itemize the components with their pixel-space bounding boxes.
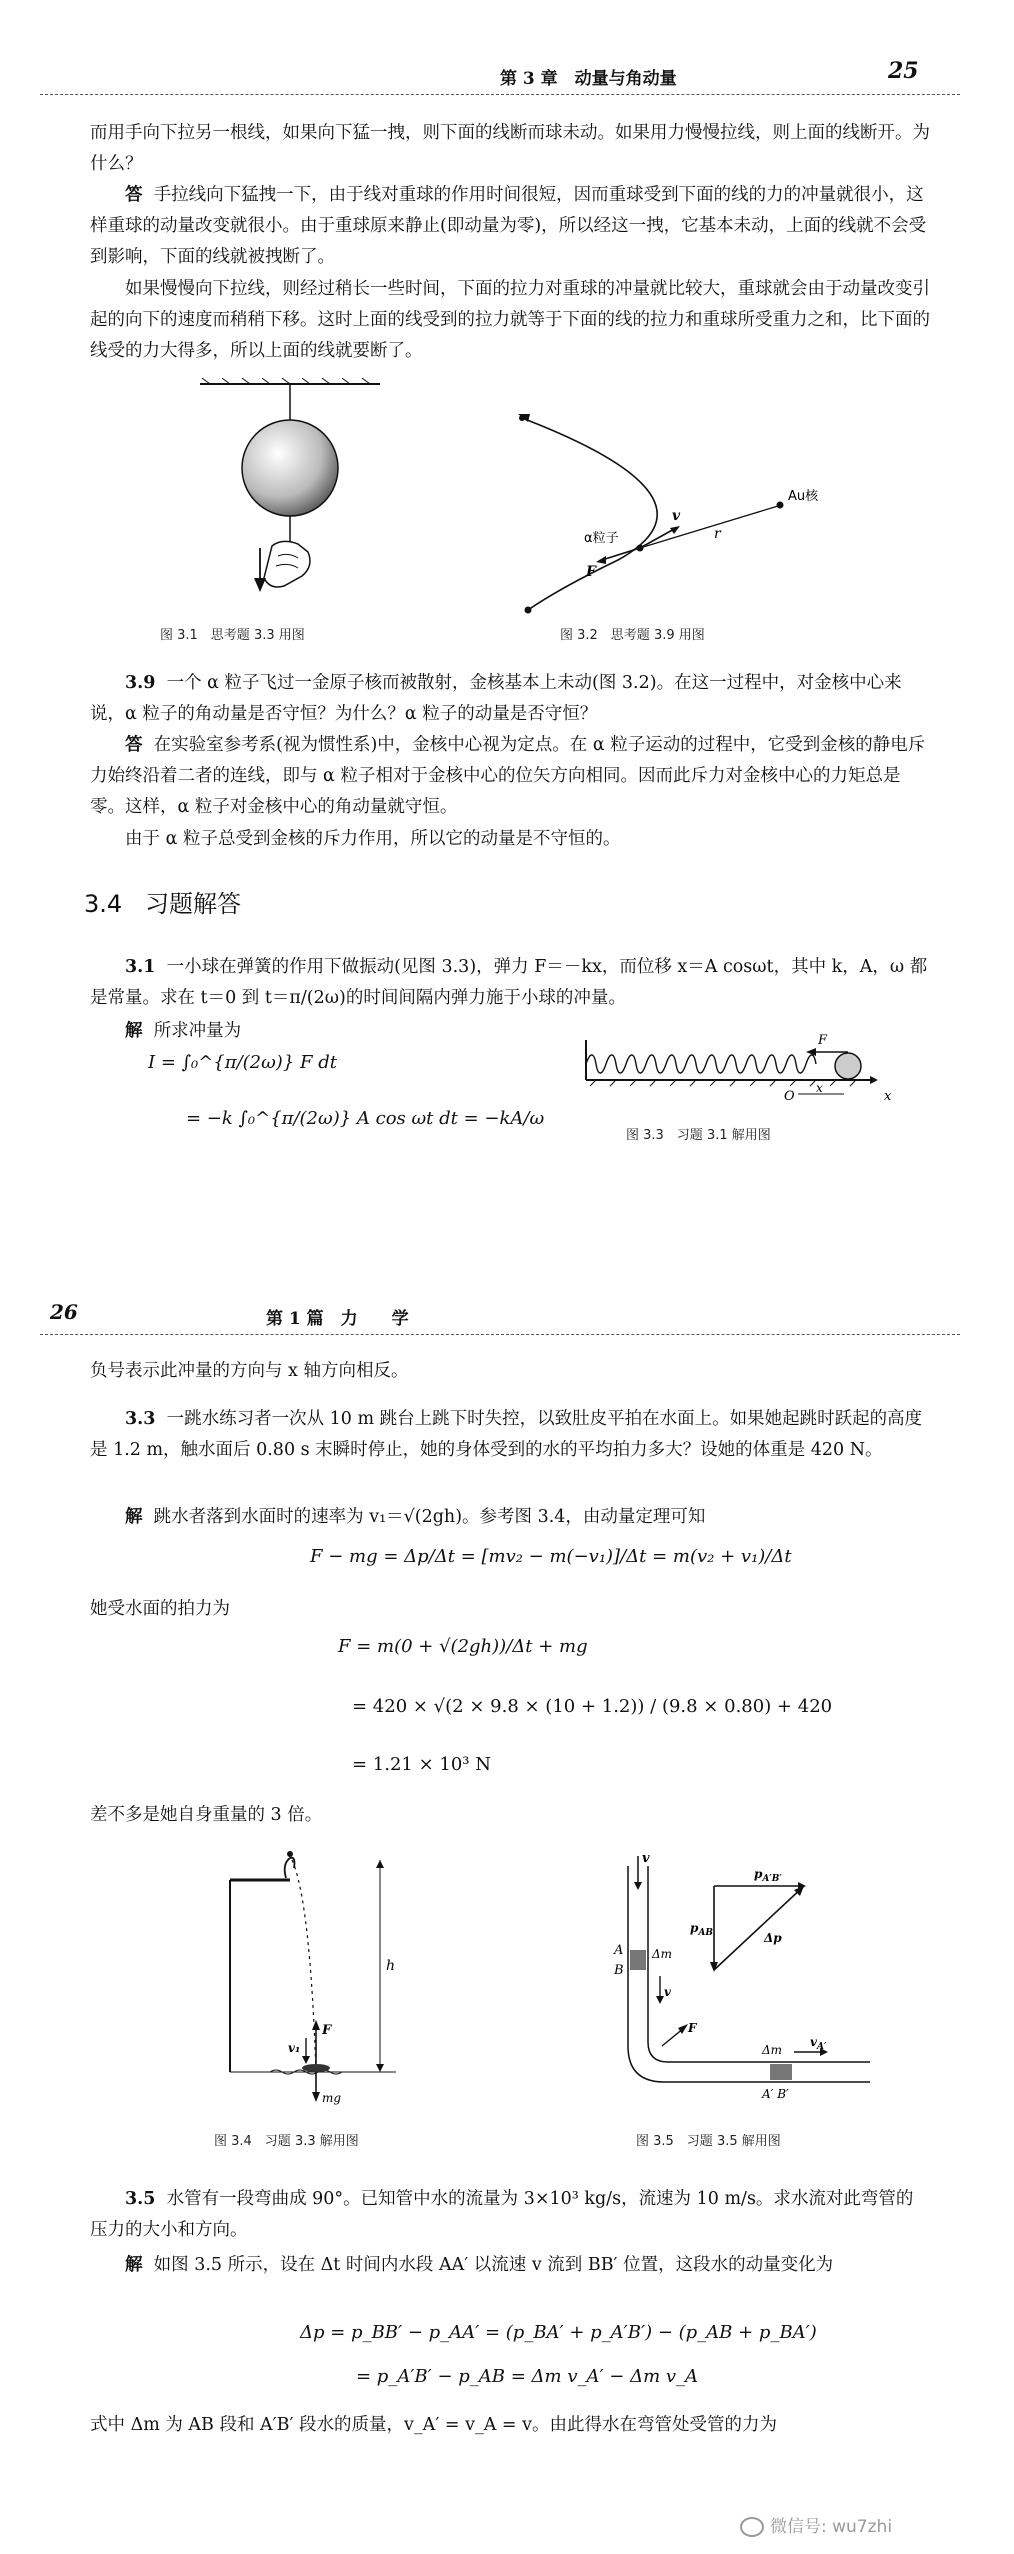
f-label: F [818,1033,828,1048]
page-number: 25 [888,58,919,84]
p33-equation-3: = 420 × √(2 × 9.8 × (10 + 1.2)) / (9.8 × 0.80) + 420 [352,1696,833,1717]
water-segment-a1b1 [770,2064,792,2080]
vab-label: v [664,1985,671,1999]
p31-number: 3.1 [125,957,156,977]
p35-number: 3.5 [125,2189,156,2209]
fig32-caption: 图 3.2 思考题 3.9 用图 [560,628,705,643]
velocity-vector [640,528,676,548]
solution-label: 解 [125,1021,143,1041]
figure-3-4 [210,1840,410,2110]
trajectory-end-point [525,607,532,614]
f-label: F [688,2021,697,2035]
f-label: F [322,2023,332,2038]
v-label: v [642,1851,650,1866]
water-segment-ab [630,1950,646,1970]
p31-equation-2: = −k ∫₀^{π/(2ω)} A cos ωt dt = −kA/ω [186,1108,545,1129]
fig31-caption: 图 3.1 思考题 3.3 用图 [160,628,305,643]
fig34-caption: 图 3.4 习题 3.3 解用图 [214,2134,359,2149]
alpha-label: α粒子 [584,531,619,546]
heavy-ball [242,420,338,516]
q33-answer-1-text: 手拉线向下猛拽一下，由于线对重球的作用时间很短，因而重球受到下面的线的力的冲量就很小，这样重球的动量改变就很小。由于重球原来静止(即动量为零)，所以经这一拽，它基本未动，上面的线就不会受到影响，下面的线就被拽断了。 [90,185,927,267]
page-number: 26 [50,1300,78,1324]
part-header: 第 1 篇 力 学 [266,1309,409,1329]
chapter-header: 第 3 章 动量与角动量 [500,69,677,89]
figure-3-3 [566,1028,906,1108]
q39-number: 3.9 [125,673,156,693]
p-a1b1-label: $p_{A'B'}$ [754,1867,782,1884]
p35-question [90,2184,930,2246]
solution-label: 解 [125,2255,143,2275]
gold-nucleus [777,502,784,509]
answer-label: 答 [125,735,143,755]
p33-number: 3.3 [125,1409,156,1429]
x-distance-label: x [816,1081,823,1095]
p33-solution-1: 解 跳水者落到水面时的速率为 v₁＝√(2gh)。参考图 3.4，由动量定理可知 [125,1507,706,1527]
p33-text: 一跳水练习者一次从 10 m 跳台上跳下时失控，以致肚皮平拍在水面上。如果她起跳时跃起的高度是 1.2 m，触水面后 0.80 s 末瞬时停止，她的身体受到的水的平均拍力多大？设她的体重是 420 N。 [90,1409,923,1460]
figure-3-1 [190,378,390,608]
p31-tail-text: 负号表示此冲量的方向与 x 轴方向相反。 [90,1361,409,1381]
q33-answer-2: 如果慢慢向下拉线，则经过稍长一些时间，下面的拉力对重球的冲量就比较大，重球就会由于动量改变引起的向下的速度而稍稍下移。这时上面的线受到的拉力就等于下面的线的拉力和重球所受重力之和，比下面的线受的力大得多，所以上面的线就要断了。 [90,279,930,361]
p33-equation-4: = 1.21 × 10³ N [352,1754,491,1775]
figure-3-5 [590,1846,880,2106]
p33-equation-1: F − mg = Δp/Δt = [mv₂ − m(−v₁)]/Δt = m(v₂ + v₁)/Δt [310,1546,792,1567]
q39-question [90,668,930,730]
diver-icon [285,1858,295,1878]
figure-3-2 [500,388,840,618]
header-rule [40,1334,960,1335]
p31-equation-1: I = ∫₀^{π/(2ω)} F dt [148,1052,337,1073]
p31-question [90,952,930,1014]
solution-label: 解 [125,1507,143,1527]
section-heading [84,884,241,919]
a-label: A [614,1943,624,1958]
va1-label: $v_{A'}$ [810,2035,827,2052]
p31-text: 一小球在弹簧的作用下做振动(见图 3.3)，弹力 F＝－kx，而位移 x＝A cosωt，其中 k，A，ω 都是常量。求在 t＝0 到 t＝π/(2ω)的时间间隔内弹力施于小球的冲量。 [90,957,928,1008]
position-vector-line [640,506,778,548]
origin-label: O [784,1089,795,1104]
dm2-label: Δm [762,2043,783,2057]
section-number: 3.4 [84,890,123,918]
section-title: 习题解答 [145,890,242,918]
delta-p-label: Δp [764,1931,782,1945]
p33-equation-2: F = m(0 + √(2gh))/Δt + mg [338,1636,588,1657]
pull-arrowhead [254,578,266,592]
q33-tail-text: 而用手向下拉另一根线，如果向下猛一拽，则下面的线断而球未动。如果用力慢慢拉线，则上面的线断开。为什么？ [90,123,930,174]
v-label: v [672,508,681,524]
mg-label: mg [322,2091,342,2105]
p31-solution-intro: 解 所求冲量为 [125,1021,242,1041]
x-axis-label: x [884,1089,892,1104]
q33-answer-1 [90,180,930,273]
watermark: 微信号: wu7zhi [740,2512,892,2537]
f-label: F [586,564,596,580]
au-label: Au核 [788,489,819,504]
q39-answer-1 [90,730,930,823]
q39-text: 一个 α 粒子飞过一金原子核而被散射，金核基本上未动(图 3.2)。在这一过程中，对金核中心来说，α 粒子的角动量是否守恒？为什么？α 粒子的动量是否守恒？ [90,673,902,724]
p35-equation-1: Δp = p_BB′ − p_AA′ = (p_BA′ + p_A′B′) − (p_AB + p_BA′) [300,2322,817,2343]
alpha-trajectory [522,418,657,610]
wechat-icon [740,2517,764,2537]
q39-answer-2: 由于 α 粒子总受到金核的斥力作用，所以它的动量是不守恒的。 [125,829,621,849]
p33-solution-2: 她受水面的拍力为 [90,1599,230,1619]
h-label: h [386,1958,396,1974]
p35-equation-2: = p_A′B′ − p_AB = Δm v_A′ − Δm v_A [356,2366,699,2387]
spring [586,1055,816,1073]
p35-solution-1: 解 如图 3.5 所示，设在 Δt 时间内水段 AA′ 以流速 v 流到 BB′ 位置，这段水的动量变化为 [125,2255,834,2275]
dm-label: Δm [652,1947,673,1961]
r-label: r [714,526,721,542]
v1-label: v₁ [288,2041,301,2055]
delta-p-vector [714,1886,804,1970]
answer-label: 答 [125,185,143,205]
p33-conclusion: 差不多是她自身重量的 3 倍。 [90,1805,323,1825]
a1b1-label: A′ B′ [762,2087,789,2101]
fig33-caption: 图 3.3 习题 3.1 解用图 [626,1128,771,1143]
fig35-caption: 图 3.5 习题 3.5 解用图 [636,2134,781,2149]
pipe-outer-wall [628,1866,870,2082]
diver-at-water [302,2064,330,2072]
b-label: B [614,1963,624,1978]
p33-question [90,1404,930,1466]
p35-text: 水管有一段弯曲成 90°。已知管中水的流量为 3×10³ kg/s，流速为 10 m/s。求水流对此弯管的压力的大小和方向。 [90,2189,914,2240]
p-ab-label: $p_{AB}$ [690,1921,713,1938]
q39-answer-1-text: 在实验室参考系(视为惯性系)中，金核中心视为定点。在 α 粒子运动的过程中，它受到金核的静电斥力始终沿着二者的连线，即与 α 粒子相对于金核中心的位矢方向相同。因而此斥力对金核中心的力矩总是零。这样，α 粒子对金核中心的角动量就守恒。 [90,735,926,817]
small-ball [835,1053,861,1079]
header-rule [40,94,960,95]
p35-solution-2: 式中 Δm 为 AB 段和 A′B′ 段水的质量，v_A′ = v_A = v。由此得水在弯管处受管的力为 [90,2415,778,2435]
